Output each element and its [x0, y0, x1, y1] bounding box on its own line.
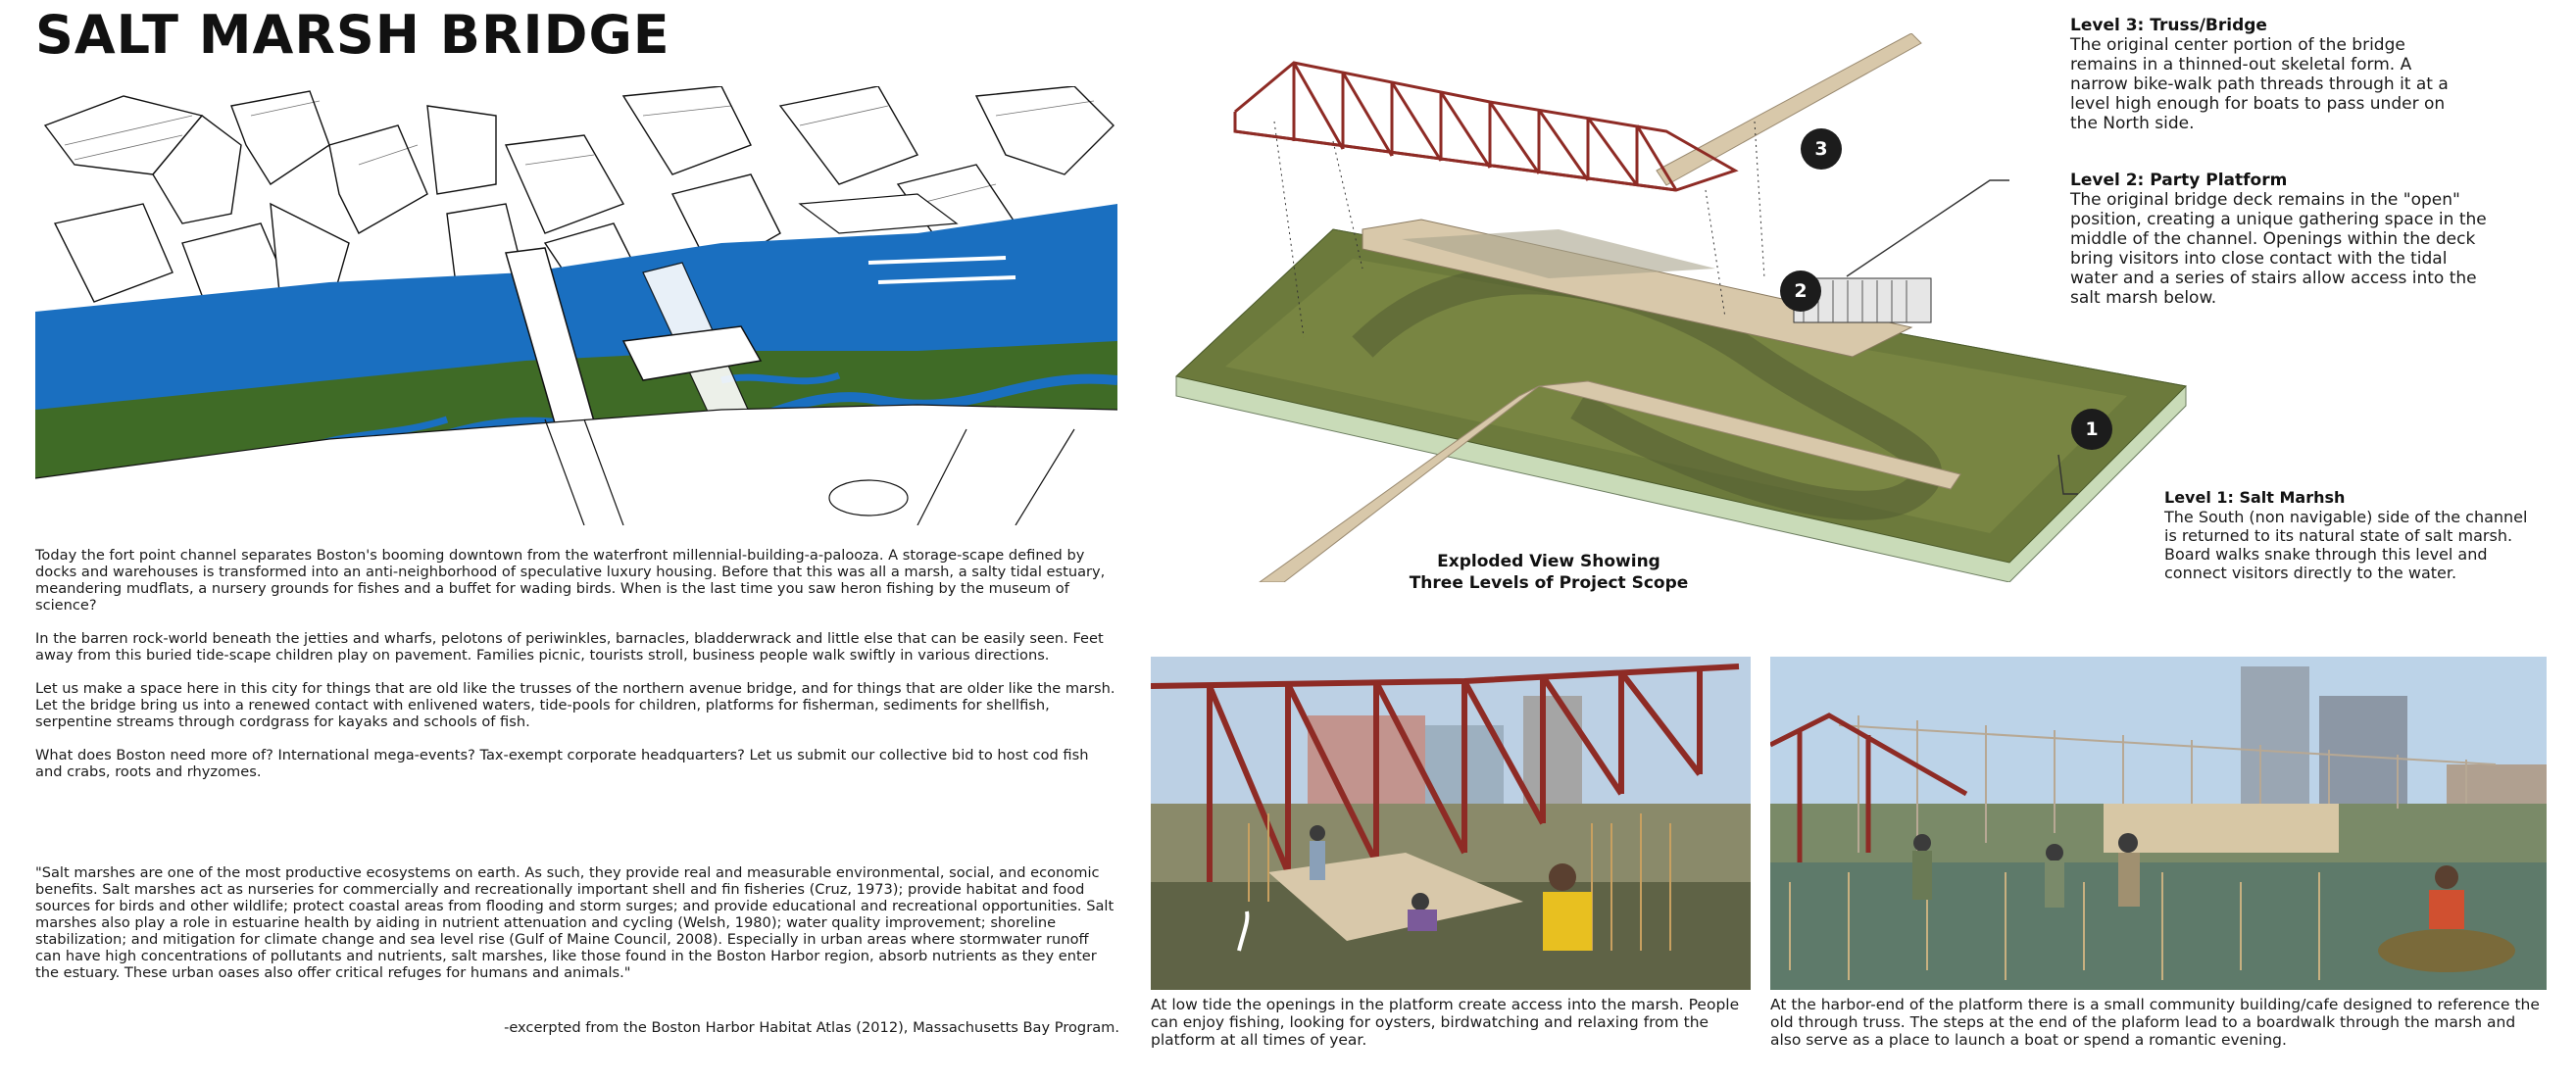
level-3-body: The original center portion of the bridge remains in a thinned-out skeletal form. A narrow bike-walk path threads through it at a level high enough for boats to pass under on the North side. — [2070, 35, 2449, 133]
level-2-marker: 2 — [1780, 270, 1821, 312]
render-low-tide — [1151, 657, 1751, 990]
caption-harbor-cafe: At the harbor-end of the platform there is a small community building/cafe designed to reference the old through truss. The steps at the end of the plaform lead to a boardwalk through the marsh and also serve as a place to launch a boat or spend a romantic evening. — [1770, 996, 2540, 1049]
quote-text: "Salt marshes are one of the most productive ecosystems on earth. As such, they provide real and measurable environmental, social, and economic benefits. Salt marshes act as nurseries for commercially and recreationally important shell and fin fisheries (Cruz, 1973); provide habitat and food sources for birds and other wildlife; protect coastal areas from flooding and storm surges; and provide educational and recreational opportunities. Salt marshes also play a role in estuarine health by aiding in nutrient attenuation and cycling (Welsh, 1980); water quality improvement; shoreline stabilization; and mitigation for climate change and sea level rise (Gulf of Maine Council, 2008). Especially in urban areas where stormwater runoff can have high concentrations of pollutants and nutrients, salt marshes, like those found in the Boston Harbor region, absorb nutrients as they enter the estuary. These urban oases also offer critical refuges for humans and animals." — [35, 864, 1115, 981]
caption-low-tide: At low tide the openings in the platform create access into the marsh. People can enjoy fishing, looking for oysters, birdwatching and relaxing from the platform at all times of year. — [1151, 996, 1740, 1049]
quote-attribution: -excerpted from the Boston Harbor Habitat Atlas (2012), Massachusetts Bay Program. — [504, 1019, 1119, 1036]
exploded-view-diagram — [1166, 33, 2205, 582]
exploded-view-caption — [1362, 551, 1735, 594]
exploded-caption-line: Exploded View Showing — [1437, 552, 1660, 571]
level-1-heading: Level 1: Salt Marhsh — [2164, 488, 2346, 507]
intro-paragraph: What does Boston need more of? International mega-events? Tax-exempt corporate headquarters? Let us submit our collective bid to host cod fish and crabs, roots and rhyzomes. — [35, 747, 1089, 780]
intro-paragraph: In the barren rock-world beneath the jetties and wharfs, pelotons of periwinkles, barnacles, bladderwrack and little else that can be easily seen. Feet away from this buried tide-scape children play on pavement. Families picnic, tourists stroll, business people walk swiftly in various directions. — [35, 630, 1104, 664]
exploded-caption-line: Three Levels of Project Scope — [1409, 573, 1689, 593]
page-title: SALT MARSH BRIDGE — [35, 4, 670, 66]
render-harbor-cafe — [1770, 657, 2547, 990]
level-3-heading: Level 3: Truss/Bridge — [2070, 16, 2267, 35]
level-1-body: The South (non navigable) side of the channel is returned to its natural state of salt marsh. Board walks snake through this level and connect visitors directly to the water. — [2164, 508, 2528, 582]
level-2-annotation — [2070, 171, 2494, 308]
quote-block — [35, 864, 1117, 981]
level-3-annotation — [2070, 16, 2482, 133]
level-2-body: The original bridge deck remains in the "open" position, creating a unique gathering space in the middle of the channel. Openings within the deck bring visitors into close contact with the tidal water and a series of stairs allow access into the salt marsh below. — [2070, 190, 2487, 308]
intro-text — [35, 547, 1117, 780]
level-3-marker: 3 — [1801, 128, 1842, 170]
level-1-marker: 1 — [2071, 409, 2112, 450]
intro-paragraph: Today the fort point channel separates Boston's booming downtown from the waterfront millennial-building-a-palooza. A storage-scape defined by docks and warehouses is transformed into an anti-neighborhood of speculative luxury housing. Before that this was all a marsh, a salty tidal estuary, meandering mudflats, a nursery grounds for fishes and a buffet for wading birds. When is the last time you saw heron fishing by the museum of science? — [35, 547, 1106, 614]
level-2-heading: Level 2: Party Platform — [2070, 171, 2288, 190]
level-1-annotation — [2164, 488, 2537, 582]
intro-paragraph: Let us make a space here in this city for things that are old like the trusses of the northern avenue bridge, and for things that are older like the marsh. Let the bridge bring us into a renewed contact with enlivened waters, tide-pools for children, platforms for fisherman, sediments for shellfish, serpentine streams through cordgrass for kayaks and schools of fish. — [35, 680, 1115, 730]
aerial-map-illustration — [35, 86, 1117, 525]
